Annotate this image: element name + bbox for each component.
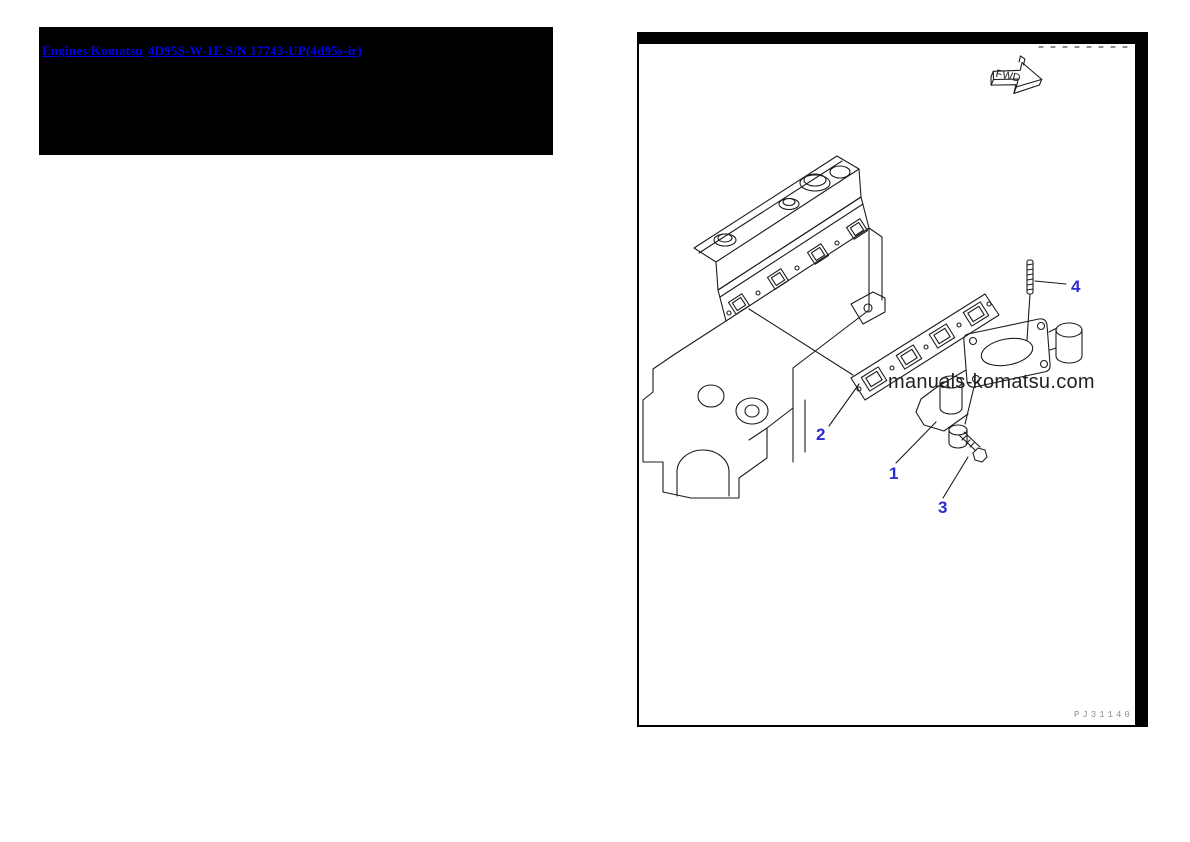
breadcrumb-link-engines[interactable]: Engines Komatsu bbox=[42, 43, 143, 58]
breadcrumb-link-model[interactable]: 4D95S-W-1E S/N 17743-UP(4d95s-ir) bbox=[147, 43, 363, 58]
watermark-text: manuals-komatsu.com bbox=[888, 371, 1095, 393]
fwd-arrow-label: FWD bbox=[994, 67, 1022, 85]
fwd-arrow-icon bbox=[989, 51, 1046, 99]
callout-2[interactable]: 2 bbox=[816, 425, 826, 444]
callout-4[interactable]: 4 bbox=[1071, 277, 1081, 296]
header-box bbox=[39, 27, 553, 155]
callout-3[interactable]: 3 bbox=[938, 498, 948, 517]
callout-1[interactable]: 1 bbox=[889, 464, 899, 483]
diagram-frame bbox=[637, 32, 1148, 727]
engine-block-drawing bbox=[643, 156, 885, 498]
page-code: PJ31140 bbox=[1074, 710, 1133, 720]
stud-drawing bbox=[1027, 260, 1033, 340]
